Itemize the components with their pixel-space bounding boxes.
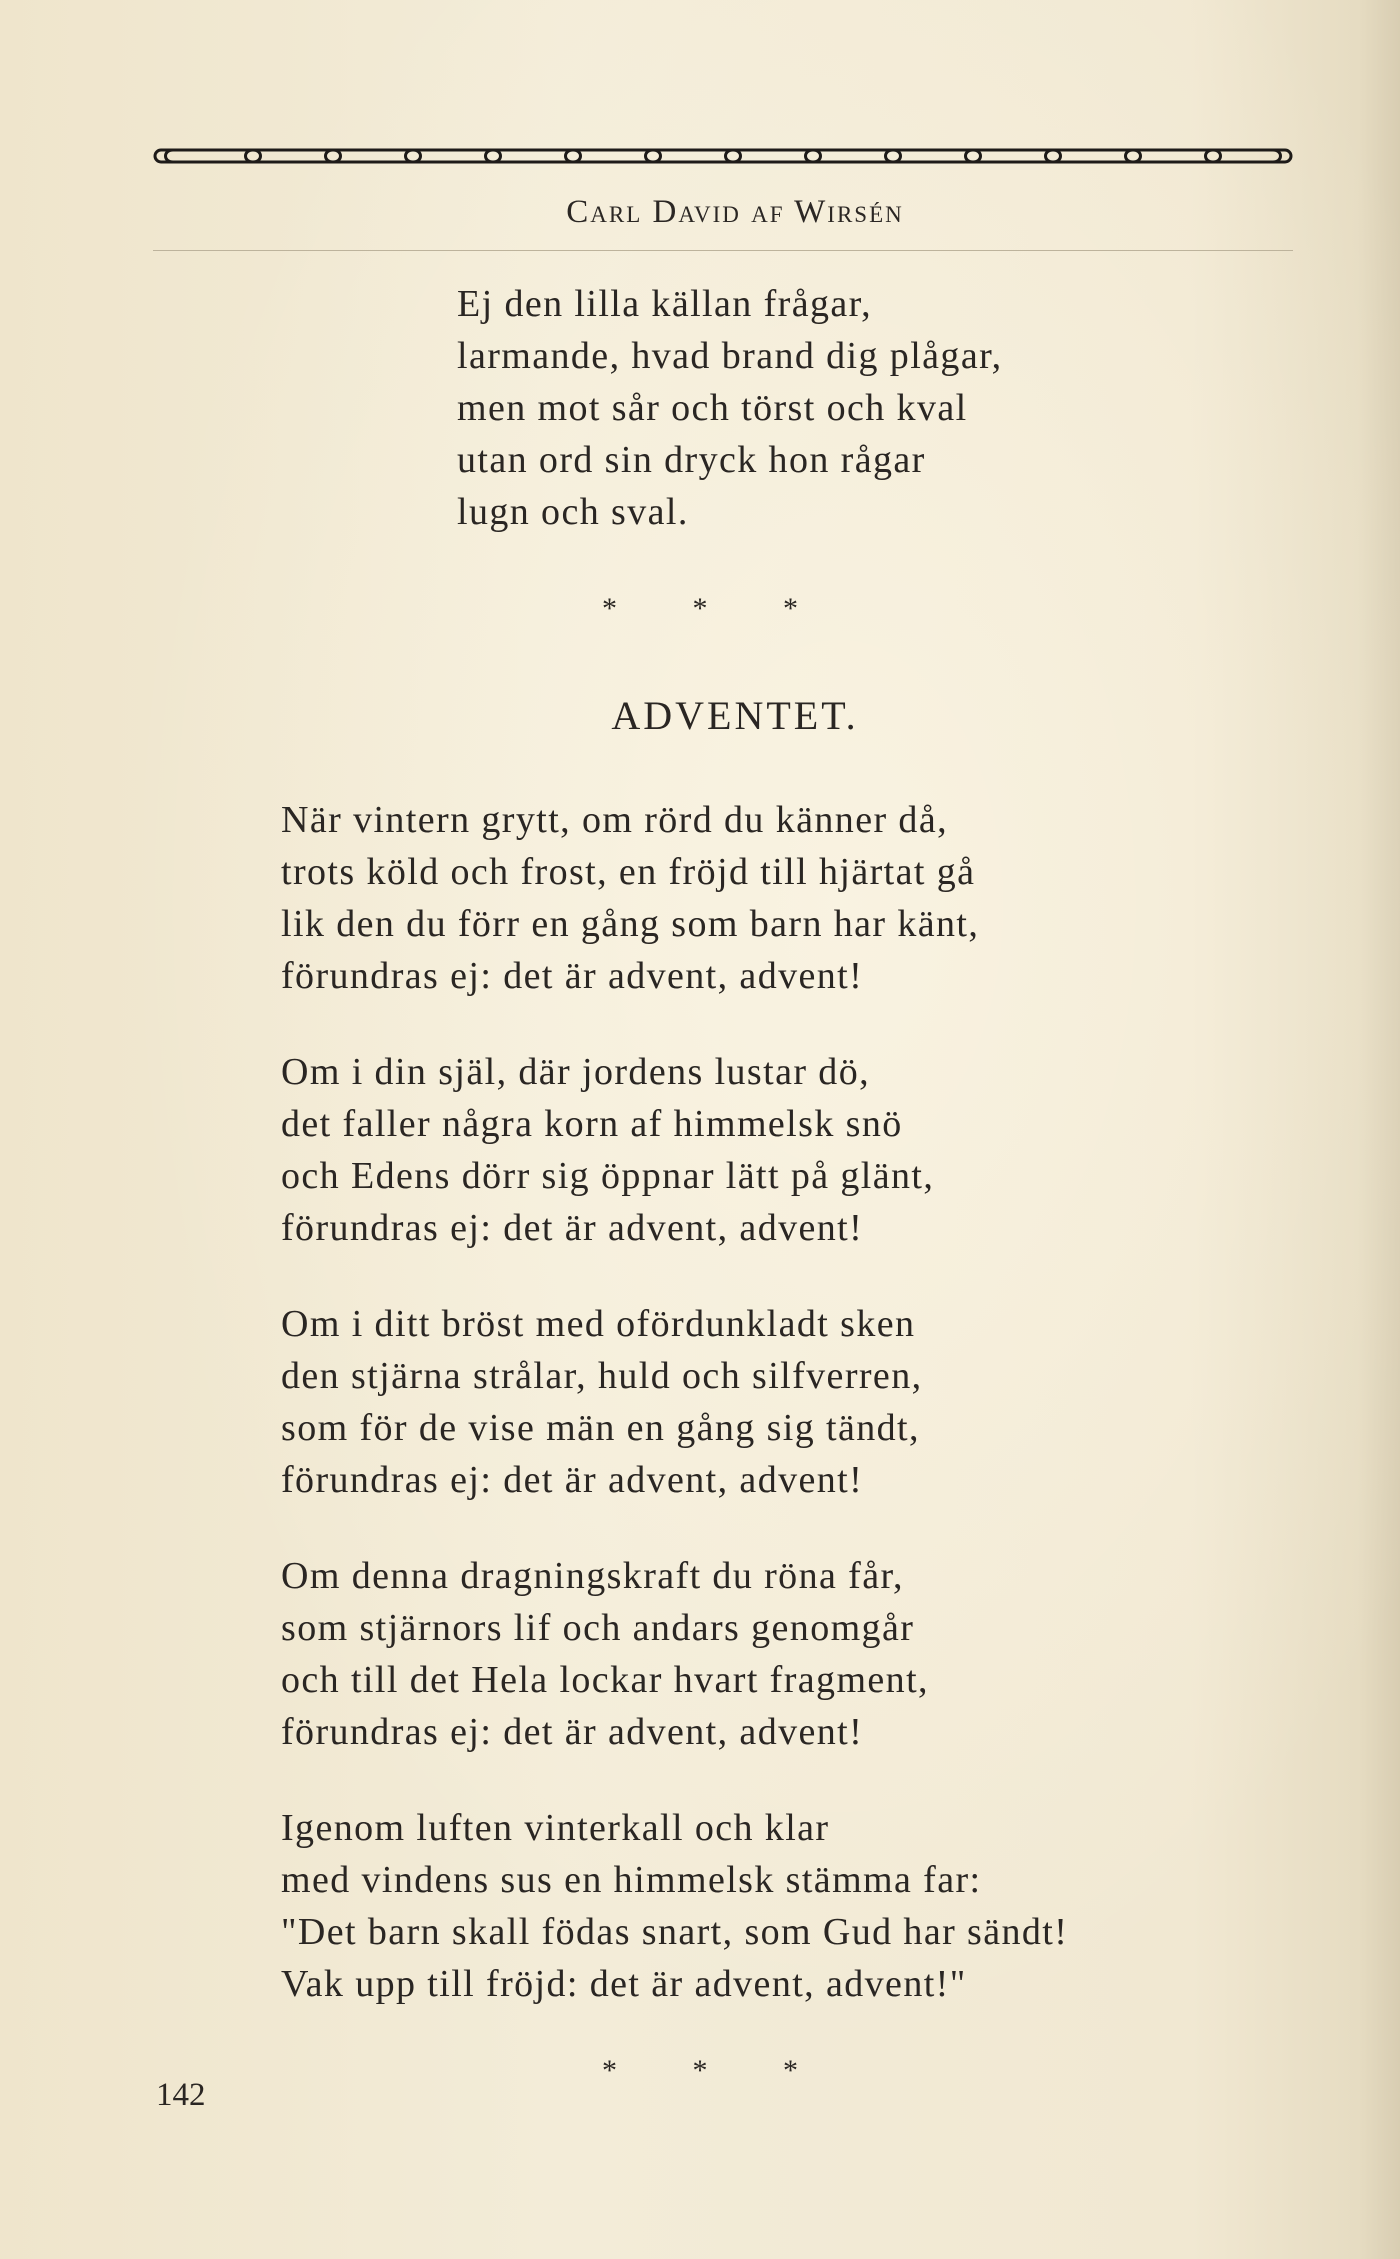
verse-line: som stjärnors lif och andars genomgår [281,1607,915,1649]
verse-line: det faller några korn af himmelsk snö [281,1103,903,1145]
verse-line: och Edens dörr sig öppnar lätt på glänt, [281,1155,935,1197]
poem-stanza-4 [281,1550,929,1758]
verse-line: Om denna dragningskraft du röna får, [281,1555,904,1597]
closing-separator: * * * [602,2054,832,2087]
verse-line: som för de vise män en gång sig tändt, [281,1407,920,1449]
opening-stanza [457,278,1003,538]
running-head-author: Carl David af Wirsén [566,194,904,230]
verse-line: men mot sår och törst och kval [457,387,968,429]
verse-line: förundras ej: det är advent, advent! [281,1207,864,1249]
verse-line: lugn och sval. [457,491,689,533]
verse-line: med vindens sus en himmelsk stämma far: [281,1859,982,1901]
verse-line: "Det barn skall födas snart, som Gud har sändt! [281,1911,1069,1953]
poem-title: ADVENTET. [611,693,859,738]
poem-stanza-1 [281,794,979,1002]
verse-line: Ej den lilla källan frågar, [457,283,873,325]
verse-line: När vintern grytt, om rörd du känner då, [281,799,948,841]
verse-line: Igenom luften vinterkall och klar [281,1807,830,1849]
verse-line: trots köld och frost, en fröjd till hjärtat gå [281,851,976,893]
poem-stanza-3 [281,1298,923,1506]
verse-line: lik den du förr en gång som barn har känt, [281,903,980,945]
verse-line: Om i ditt bröst med ofördunkladt sken [281,1303,916,1345]
chain-border-ornament [153,146,1293,166]
verse-line: förundras ej: det är advent, advent! [281,1711,864,1753]
poem-stanza-5 [281,1802,1068,2010]
section-separator: * * * [602,592,832,625]
verse-line: och till det Hela lockar hvart fragment, [281,1659,929,1701]
header-rule [153,250,1293,251]
verse-line: Vak upp till fröjd: det är advent, advent!" [281,1963,967,2005]
verse-line: förundras ej: det är advent, advent! [281,955,864,997]
verse-line: Om i din själ, där jordens lustar dö, [281,1051,870,1093]
verse-line: utan ord sin dryck hon rågar [457,439,926,481]
verse-line: den stjärna strålar, huld och silfverren, [281,1355,923,1397]
poem-stanza-2 [281,1046,934,1254]
verse-line: förundras ej: det är advent, advent! [281,1459,864,1501]
verse-line: larmande, hvad brand dig plågar, [457,335,1003,377]
page-number: 142 [156,2077,206,2113]
